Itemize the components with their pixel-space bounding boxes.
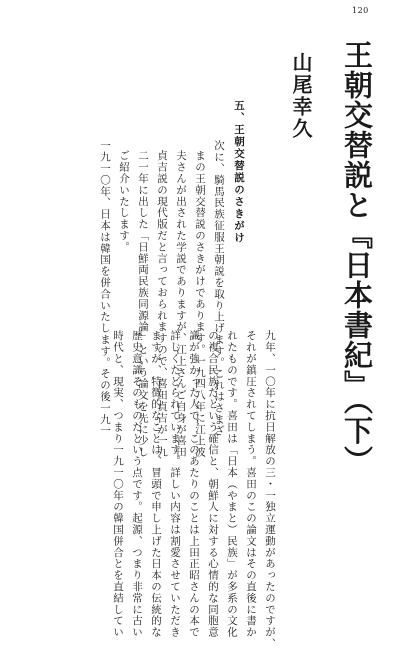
text-line: 歴史意識そのものだという点です。起源、つまり非常に古い (131, 330, 143, 638)
text-line: 次に、騎馬民族征服王朝説を取り上げます。これはさまざ (213, 140, 225, 437)
text-line: 識が強かった人で、このあたりのことは上田正昭さんの本で (188, 330, 200, 638)
text-line: 時代と、現実、つまり一九一〇年の韓国併合とを直結してい (112, 330, 124, 638)
page-number: 120 (352, 6, 369, 15)
author-name: 山尾幸久 (289, 52, 313, 140)
text-line: の複合民族だという確信と、朝鮮人に対する心情的な同胞意 (207, 330, 219, 638)
article-title: 王朝交替説と『日本書紀』（下） (340, 40, 374, 476)
text-line: まの王朝交替説のさきがけであります。一九四八年に江上波 (194, 150, 206, 458)
text-line: 詳しくたどられています。詳しい内容は割愛させていただき (169, 330, 181, 638)
text-line: 貞吉説の現代版だと言っておられますので、喜田貞吉が一九 (156, 150, 168, 458)
text-line: 夫さんが出された学説でありますが、江上さんご自身が喜田 (175, 150, 187, 458)
text-line: ご紹介いたします。 (118, 150, 130, 253)
text-line: それが鎮圧されてしまう。喜田のこの論文はその直後に書か (245, 330, 257, 638)
lower-text-block (108, 330, 279, 649)
text-line: 九年、一〇年に抗日解放の三・一独立運動があったのですが、 (264, 330, 276, 649)
text-line: ますが、特徴的なことは、冒頭で申し上げた日本の伝統的な (150, 330, 162, 638)
text-line: れたものです。喜田は「日本（やまと）民族」が多系の文化 (226, 330, 238, 638)
section-heading: 五、王朝交替説のさきがけ (233, 100, 245, 244)
text-line: 二一年に出した「日鮮両民族同源論」という論文を先に少し (137, 150, 149, 458)
text-line: 一九一〇年、日本は韓国を併合いたします。その後一九一 (99, 140, 111, 437)
